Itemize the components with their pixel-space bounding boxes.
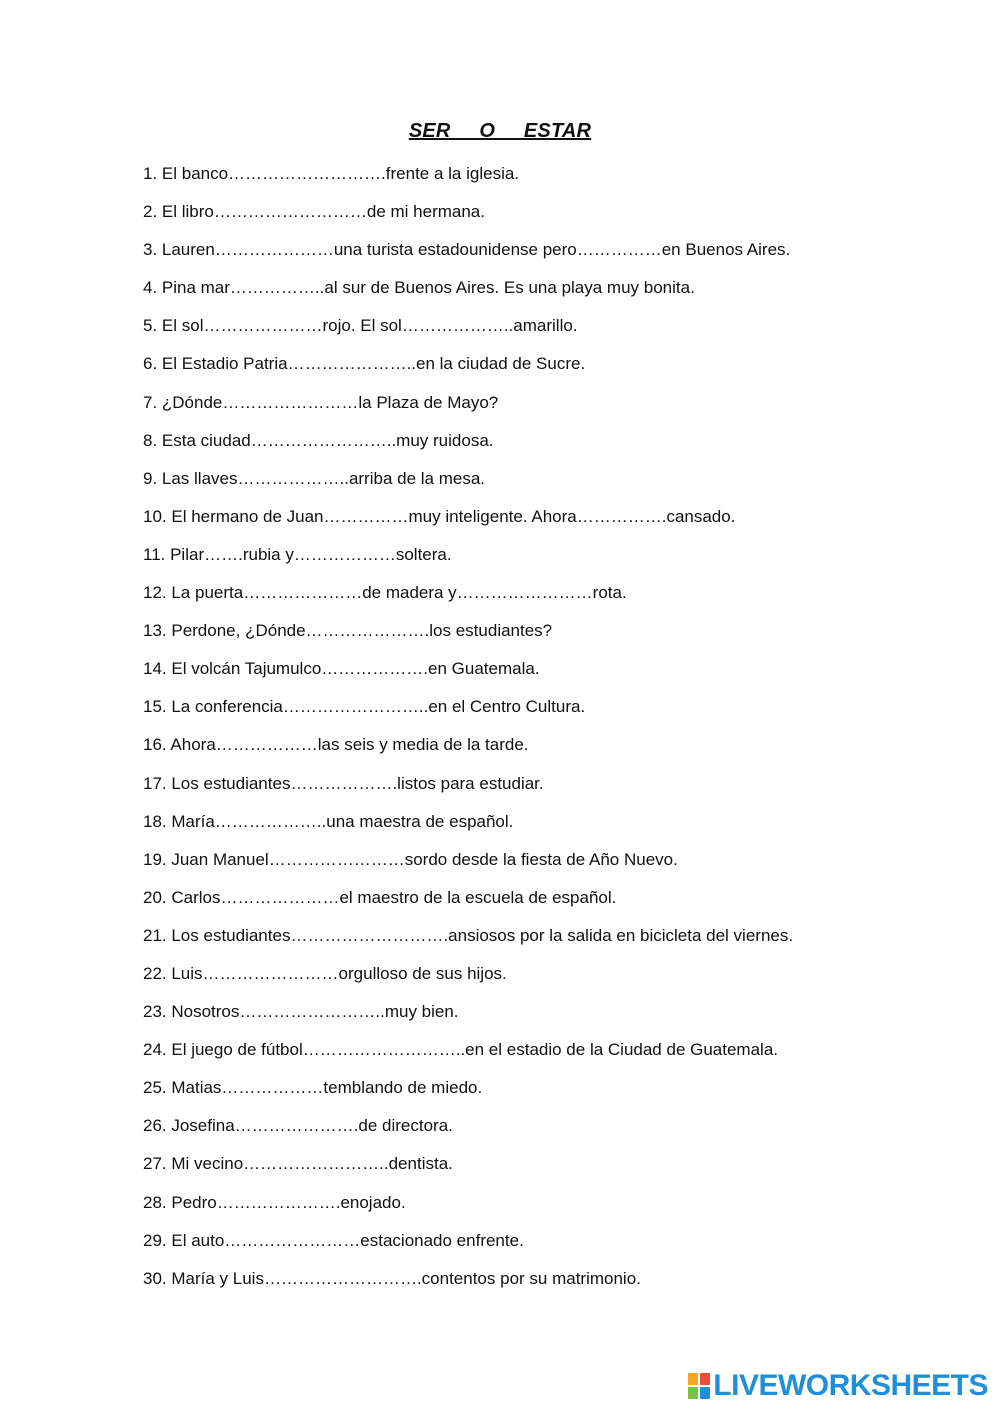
liveworksheets-logo [688,1366,988,1406]
exercise-item: 16. Ahora………………las seis y media de la tarde. [143,735,529,755]
exercise-item: 26. Josefina………………….de directora. [143,1116,453,1136]
exercise-item: 3. Lauren…………………una turista estadounidense pero……………en Buenos Aires. [143,240,791,260]
logo-text: LIVEWORKSHEETS [713,1369,988,1402]
exercise-item: 6. El Estadio Patria…………………..en la ciudad de Sucre. [143,354,586,374]
exercise-item: 24. El juego de fútbol………………………..en el estadio de la Ciudad de Guatemala. [143,1040,779,1060]
exercise-item: 17. Los estudiantes……………….listos para estudiar. [143,773,544,793]
exercise-item: 7. ¿Dónde……………………la Plaza de Mayo? [143,392,499,412]
liveworksheets-icon [688,1373,710,1399]
exercise-item: 20. Carlos…………………el maestro de la escuela de español. [143,887,617,907]
exercise-item: 5. El sol…………………rojo. El sol………………..amarillo. [143,316,578,336]
exercise-item: 11. Pilar…….rubia y………………soltera. [143,544,452,564]
exercise-item: 21. Los estudiantes……………………….ansiosos por la salida en bicicleta del viernes. [143,925,794,945]
exercise-item: 30. María y Luis……………………….contentos por su matrimonio. [143,1268,641,1288]
exercise-item: 28. Pedro………………….enojado. [143,1192,406,1212]
exercise-item: 2. El libro………………………de mi hermana. [143,202,485,222]
exercise-item: 1. El banco……………………….frente a la iglesia. [143,164,520,183]
logo-square-icon [700,1373,710,1385]
exercise-item: 13. Perdone, ¿Dónde………………….los estudiantes? [143,621,553,641]
exercise-item: 18. María………………..una maestra de español. [143,811,514,831]
exercise-item: 25. Matias………………temblando de miedo. [143,1078,483,1098]
exercise-item: 27. Mi vecino……………………..dentista. [143,1154,453,1174]
exercise-list [143,160,963,1303]
logo-square-icon [688,1387,698,1399]
exercise-item: 23. Nosotros……………………..muy bien. [143,1002,459,1022]
exercise-item: 19. Juan Manuel……………………sordo desde la fiesta de Año Nuevo. [143,849,678,869]
exercise-item: 9. Las llaves………………..arriba de la mesa. [143,468,486,488]
logo-square-icon [700,1387,710,1399]
logo-square-icon [688,1373,698,1385]
exercise-item: 4. Pina mar……………..al sur de Buenos Aires. Es una playa muy bonita. [143,278,695,298]
exercise-item: 29. El auto……………………estacionado enfrente. [143,1230,524,1250]
exercise-item: 10. El hermano de Juan……………muy inteligente. Ahora…………….cansado. [143,506,736,526]
exercise-item: 8. Esta ciudad……………………..muy ruidosa. [143,430,494,450]
exercise-item: 14. El volcán Tajumulco……………….en Guatemala. [143,659,540,679]
exercise-item: 22. Luis……………………orgulloso de sus hijos. [143,963,507,983]
exercise-item: 15. La conferencia……………………..en el Centro Cultura. [143,697,586,717]
worksheet-title: SER O ESTAR [408,120,592,142]
exercise-item: 12. La puerta…………………de madera y……………………rota. [143,583,627,603]
